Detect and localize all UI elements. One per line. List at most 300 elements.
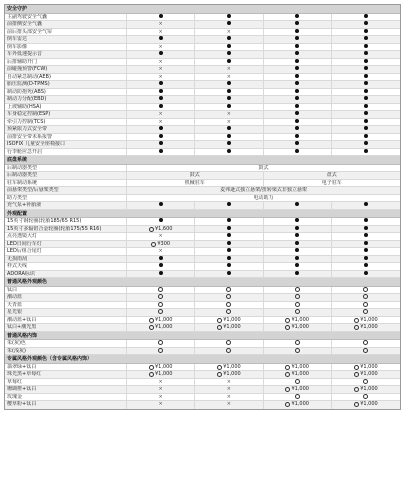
table-row — [5, 21, 400, 29]
row-label: 星光银 — [5, 309, 127, 316]
optional-circle-icon — [149, 227, 154, 232]
table-cell — [332, 14, 400, 21]
option-price: ¥1,000 — [154, 324, 173, 330]
table-cell — [332, 89, 400, 96]
cell-content — [226, 309, 231, 314]
cell-content — [149, 364, 173, 371]
table-cell — [127, 21, 195, 28]
option-price: ¥1,000 — [291, 371, 309, 377]
cell-content — [295, 141, 299, 145]
standard-dot-icon — [295, 36, 299, 40]
cell-content — [363, 302, 368, 307]
option-price: ¥1,000 — [360, 363, 378, 370]
standard-dot-icon — [364, 74, 368, 78]
table-cell — [127, 348, 195, 355]
row-label: 样式天线 — [5, 263, 127, 270]
cell-content — [295, 126, 299, 130]
cell-content — [227, 379, 231, 386]
optional-circle-icon — [226, 348, 231, 353]
standard-dot-icon — [364, 96, 368, 100]
standard-dot-icon — [227, 218, 231, 222]
cell-content — [159, 29, 163, 36]
cell-content — [364, 14, 368, 18]
optional-circle-icon — [363, 394, 368, 399]
cell-content — [217, 324, 241, 331]
standard-dot-icon — [364, 241, 368, 245]
table-cell — [332, 51, 400, 58]
table-cell-merged: 盘式 — [326, 172, 337, 178]
standard-dot-icon — [295, 241, 299, 245]
table-cell-merged: 机械驻车 — [127, 180, 264, 187]
unavailable-cross-icon: × — [158, 233, 163, 239]
cell-content — [285, 324, 309, 331]
optional-circle-icon — [158, 348, 163, 353]
cell-content — [227, 218, 231, 222]
table-cell — [127, 371, 195, 378]
row-label: 倒车雷达 — [5, 36, 127, 43]
option-price: ¥1,000 — [291, 386, 309, 392]
cell-content — [227, 202, 231, 206]
cell-content — [363, 309, 368, 314]
table-row — [5, 256, 400, 264]
table-row — [5, 287, 400, 295]
table-cell — [127, 256, 195, 263]
standard-dot-icon — [295, 233, 299, 237]
unavailable-cross-icon: × — [158, 248, 163, 254]
cell-content — [364, 218, 368, 222]
standard-dot-icon — [364, 36, 368, 40]
table-cell — [127, 81, 195, 88]
table-cell — [195, 29, 263, 36]
cell-content — [364, 233, 368, 237]
table-cell — [127, 317, 195, 324]
cell-content — [227, 66, 231, 73]
standard-dot-icon — [159, 218, 163, 222]
cell-content — [149, 226, 173, 233]
row-label: 前排安全带未系报警 — [5, 134, 127, 141]
table-cell — [264, 149, 332, 156]
table-row — [5, 202, 400, 210]
standard-dot-icon — [295, 226, 299, 230]
table-cell — [264, 340, 332, 347]
row-label: 后制动器类型 — [5, 165, 127, 172]
optional-circle-icon — [217, 372, 222, 377]
section-title: 底盘系统 — [7, 157, 28, 163]
standard-dot-icon — [295, 218, 299, 222]
cell-content — [159, 96, 163, 100]
unavailable-cross-icon: × — [226, 401, 231, 407]
cell-content — [295, 134, 299, 138]
optional-circle-icon — [285, 325, 290, 330]
table-cell — [332, 287, 400, 294]
optional-circle-icon — [158, 287, 163, 292]
table-cell — [195, 379, 263, 386]
cell-content — [158, 294, 163, 299]
cell-content — [149, 317, 173, 324]
standard-dot-icon — [295, 74, 299, 78]
table-cell — [195, 36, 263, 43]
row-label: 前排侧安全气囊 — [5, 21, 127, 28]
unavailable-cross-icon: × — [226, 66, 231, 72]
table-cell — [195, 21, 263, 28]
table-cell — [332, 348, 400, 355]
table-cell-merged: 鼓式 — [258, 164, 269, 171]
standard-dot-icon — [364, 233, 368, 237]
table-row — [5, 371, 400, 379]
standard-dot-icon — [227, 104, 231, 108]
row-label: 充气泵+补胎液 — [5, 202, 127, 209]
table-row — [5, 104, 400, 112]
table-cell — [195, 202, 263, 209]
standard-dot-icon — [227, 233, 231, 237]
cell-content — [364, 271, 368, 275]
table-cell — [332, 324, 400, 331]
table-row — [5, 394, 400, 402]
cell-content — [227, 401, 231, 409]
cell-content — [364, 248, 368, 252]
row-label: 潮动蓝+钛白 — [5, 317, 127, 324]
standard-dot-icon — [227, 241, 231, 245]
cell-content — [295, 263, 299, 267]
cell-content — [158, 309, 163, 314]
unavailable-cross-icon: × — [226, 28, 231, 35]
table-cell — [195, 89, 263, 96]
optional-circle-icon — [217, 325, 222, 330]
table-cell — [195, 271, 263, 278]
cell-content — [159, 141, 163, 145]
table-cell — [264, 51, 332, 58]
cell-content — [363, 379, 368, 384]
cell-content — [159, 66, 163, 73]
table-cell — [264, 394, 332, 401]
table-cell — [332, 226, 400, 233]
cell-content — [227, 29, 231, 36]
cell-content — [158, 348, 163, 353]
table-cell — [127, 364, 195, 371]
row-label: 朱(浅灰) — [5, 348, 127, 355]
standard-dot-icon — [227, 126, 231, 130]
optional-circle-icon — [285, 402, 290, 407]
table-cell — [264, 126, 332, 133]
table-row — [5, 401, 400, 409]
table-cell — [195, 233, 263, 240]
row-label: LED后组合尾灯 — [5, 248, 127, 255]
unavailable-cross-icon: × — [226, 118, 231, 125]
cell-content — [295, 21, 299, 25]
cell-content — [159, 394, 163, 401]
table-row — [5, 89, 400, 97]
table-cell — [195, 141, 263, 148]
cell-content — [354, 371, 378, 378]
cell-content — [227, 36, 231, 40]
table-cell — [264, 386, 332, 393]
table-row — [5, 59, 400, 67]
cell-content — [159, 256, 163, 260]
standard-dot-icon — [364, 89, 368, 93]
row-label: 行李舱应急开启 — [5, 149, 127, 156]
table-cell — [127, 29, 195, 36]
cell-content — [217, 317, 241, 324]
table-cell — [127, 248, 195, 255]
cell-content — [285, 386, 309, 393]
table-cell — [127, 59, 195, 66]
cell-content — [295, 394, 300, 399]
cell-content — [159, 111, 163, 118]
table-cell — [264, 119, 332, 126]
table-cell — [195, 263, 263, 270]
table-cell — [127, 218, 195, 225]
cell-content — [227, 96, 231, 100]
table-cell-merged: 电子驻车 — [321, 179, 342, 186]
table-cell — [127, 401, 195, 409]
table-cell — [127, 104, 195, 111]
optional-circle-icon — [226, 294, 231, 299]
optional-circle-icon — [149, 325, 154, 330]
cell-content — [226, 294, 231, 299]
row-label: 樱草粉+钛白 — [5, 401, 127, 409]
option-price: ¥1,000 — [154, 371, 173, 377]
table-cell — [332, 104, 400, 111]
standard-dot-icon — [364, 256, 368, 260]
optional-circle-icon — [151, 242, 156, 247]
table-cell — [195, 348, 263, 355]
unavailable-cross-icon: × — [158, 401, 163, 407]
table-row — [5, 379, 400, 387]
standard-dot-icon — [295, 96, 299, 100]
unavailable-cross-icon: × — [158, 28, 163, 35]
table-cell — [264, 348, 332, 355]
standard-dot-icon — [364, 14, 368, 18]
cell-content — [295, 44, 299, 48]
cell-content — [227, 51, 231, 55]
cell-content — [364, 226, 368, 230]
standard-dot-icon — [159, 81, 163, 85]
cell-content — [149, 324, 173, 331]
optional-circle-icon — [158, 294, 163, 299]
optional-circle-icon — [285, 365, 290, 370]
standard-dot-icon — [159, 271, 163, 275]
option-price: ¥1,000 — [360, 324, 378, 330]
optional-circle-icon — [354, 325, 359, 330]
optional-circle-icon — [149, 365, 154, 370]
table-cell — [264, 248, 332, 255]
cell-content — [226, 287, 231, 292]
table-cell — [195, 44, 263, 51]
table-cell — [264, 233, 332, 240]
standard-dot-icon — [295, 141, 299, 145]
cell-content — [364, 241, 368, 245]
table-cell — [264, 256, 332, 263]
cell-content — [364, 202, 368, 206]
standard-dot-icon — [159, 256, 163, 260]
cell-content — [227, 126, 231, 130]
cell-content — [295, 294, 300, 299]
standard-dot-icon — [227, 202, 231, 206]
cell-content — [354, 324, 378, 331]
table-cell — [127, 149, 195, 156]
optional-circle-icon — [295, 309, 300, 314]
cell-content — [364, 126, 368, 130]
table-cell — [332, 364, 400, 371]
table-cell — [332, 149, 400, 156]
table-cell — [332, 119, 400, 126]
table-cell — [127, 141, 195, 148]
unavailable-cross-icon: × — [226, 73, 231, 80]
standard-dot-icon — [364, 44, 368, 48]
section-header — [5, 332, 400, 341]
table-cell — [332, 401, 400, 409]
standard-dot-icon — [364, 66, 368, 70]
table-row — [5, 317, 400, 325]
table-cell — [195, 317, 263, 324]
table-cell — [332, 340, 400, 347]
option-price: ¥1,000 — [291, 401, 309, 407]
optional-circle-icon — [285, 318, 290, 323]
standard-dot-icon — [295, 59, 299, 63]
table-cell — [264, 59, 332, 66]
optional-circle-icon — [363, 287, 368, 292]
option-price: ¥1,000 — [223, 371, 241, 377]
table-cell — [195, 119, 263, 126]
cell-content — [295, 111, 299, 115]
table-cell — [332, 36, 400, 43]
table-cell — [332, 202, 400, 209]
table-row — [5, 218, 400, 226]
table-row — [5, 309, 400, 317]
row-label: 珠光黑+草莓红 — [5, 371, 127, 378]
table-row — [5, 126, 400, 134]
cell-content — [227, 386, 231, 393]
standard-dot-icon — [295, 104, 299, 108]
table-row — [5, 187, 400, 195]
standard-dot-icon — [227, 134, 231, 138]
cell-content — [217, 371, 241, 378]
table-cell — [332, 379, 400, 386]
optional-circle-icon — [226, 309, 231, 314]
cell-content — [159, 401, 163, 409]
table-cell — [127, 111, 195, 118]
table-cell — [264, 81, 332, 88]
row-label: 翡翠绿+钛白 — [5, 364, 127, 371]
standard-dot-icon — [295, 51, 299, 55]
table-row — [5, 14, 400, 22]
standard-dot-icon — [295, 44, 299, 48]
row-label: 无损雨刮 — [5, 256, 127, 263]
cell-content — [364, 81, 368, 85]
table-cell — [264, 29, 332, 36]
table-cell — [127, 226, 195, 233]
table-row — [5, 172, 400, 180]
standard-dot-icon — [364, 126, 368, 130]
cell-content — [158, 287, 163, 292]
table-row — [5, 226, 400, 234]
standard-dot-icon — [295, 134, 299, 138]
table-cell — [264, 364, 332, 371]
table-cell — [195, 14, 263, 21]
table-cell — [264, 89, 332, 96]
table-row — [5, 134, 400, 142]
table-cell — [264, 74, 332, 81]
table-cell — [127, 202, 195, 209]
standard-dot-icon — [227, 248, 231, 252]
standard-dot-icon — [227, 14, 231, 18]
standard-dot-icon — [227, 36, 231, 40]
row-label: 车外低速提示音 — [5, 51, 127, 58]
cell-content — [363, 340, 368, 345]
table-cell — [195, 256, 263, 263]
standard-dot-icon — [295, 126, 299, 130]
option-price: ¥1,000 — [360, 401, 378, 407]
standard-dot-icon — [295, 271, 299, 275]
table-cell — [332, 386, 400, 393]
cell-content — [285, 371, 309, 378]
table-cell — [264, 36, 332, 43]
optional-circle-icon — [295, 294, 300, 299]
cell-content — [158, 302, 163, 307]
table-cell — [195, 309, 263, 316]
cell-content — [285, 364, 309, 371]
row-label: 驻车制动系统 — [5, 180, 127, 187]
standard-dot-icon — [364, 81, 368, 85]
standard-dot-icon — [364, 218, 368, 222]
cell-content — [227, 59, 231, 63]
standard-dot-icon — [364, 202, 368, 206]
unavailable-cross-icon: × — [158, 73, 163, 80]
table-cell — [127, 379, 195, 386]
cell-content — [227, 141, 231, 145]
cell-content — [295, 309, 300, 314]
section-title: 专属风格外观颜色（含专属风格内饰） — [7, 356, 93, 362]
optional-circle-icon — [295, 348, 300, 353]
section-header — [5, 5, 400, 14]
cell-content — [295, 104, 299, 108]
standard-dot-icon — [159, 96, 163, 100]
table-cell — [127, 66, 195, 73]
standard-dot-icon — [159, 263, 163, 267]
table-cell — [127, 394, 195, 401]
standard-dot-icon — [295, 248, 299, 252]
cell-content — [295, 241, 299, 245]
standard-dot-icon — [295, 81, 299, 85]
cell-content — [364, 141, 368, 145]
optional-circle-icon — [363, 309, 368, 314]
cell-content — [226, 302, 231, 307]
table-row — [5, 149, 400, 157]
table-row — [5, 29, 400, 37]
table-cell — [195, 386, 263, 393]
standard-dot-icon — [295, 14, 299, 18]
cell-content — [159, 119, 163, 126]
cell-content — [363, 287, 368, 292]
optional-circle-icon — [285, 387, 290, 392]
table-row — [5, 44, 400, 52]
section-header — [5, 278, 400, 287]
table-cell — [332, 44, 400, 51]
cell-content — [149, 371, 173, 378]
row-label: 珊瑚橙+钛白 — [5, 386, 127, 393]
table-cell — [264, 226, 332, 233]
row-label: 后制动器类型 — [5, 172, 127, 179]
optional-circle-icon — [285, 372, 290, 377]
cell-content — [295, 340, 300, 345]
table-cell — [264, 371, 332, 378]
table-cell — [127, 302, 195, 309]
table-cell-merged: 麦弗逊式独立悬架/扭转梁式非独立悬架 — [220, 187, 307, 193]
table-cell — [264, 141, 332, 148]
table-row — [5, 364, 400, 372]
standard-dot-icon — [159, 134, 163, 138]
table-row — [5, 36, 400, 44]
